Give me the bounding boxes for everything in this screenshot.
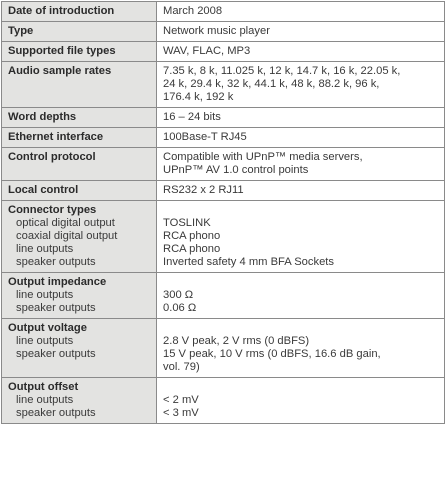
row-label: Word depths [2, 108, 157, 128]
sub-label: line outputs [16, 335, 74, 347]
row-label-group [2, 201, 157, 273]
row-value: WAV, FLAC, MP3 [157, 42, 445, 62]
table-row [2, 319, 445, 378]
sub-value: 0.06 Ω [163, 302, 197, 314]
sub-value: TOSLINK [163, 217, 211, 229]
sub-value: 2.8 V peak, 2 V rms (0 dBFS) [163, 335, 310, 347]
table-row [2, 378, 445, 424]
sub-label: speaker outputs [16, 407, 96, 419]
sub-label: speaker outputs [16, 256, 96, 268]
sub-label: line outputs [16, 243, 74, 255]
table-row [2, 108, 445, 128]
row-value [157, 201, 445, 273]
group-heading: Output impedance [8, 276, 107, 288]
row-label: Ethernet interface [2, 128, 157, 148]
sub-value: < 2 mV [163, 394, 199, 406]
group-heading: Connector types [8, 204, 97, 216]
row-label: Audio sample rates [2, 62, 157, 108]
table-row [2, 273, 445, 319]
row-value [157, 62, 445, 108]
sub-value: 300 Ω [163, 289, 194, 301]
value-line: 24 k, 29.4 k, 32 k, 44.1 k, 48 k, 88.2 k, 96 k, [163, 78, 380, 90]
value-line: 176.4 k, 192 k [163, 91, 234, 103]
row-value [157, 319, 445, 378]
sub-value: RCA phono [163, 230, 221, 242]
sub-value: vol. 79) [163, 361, 200, 373]
sub-value: 15 V peak, 10 V rms (0 dBFS, 16.6 dB gain, [163, 348, 381, 360]
group-heading: Output voltage [8, 322, 87, 334]
table-row [2, 201, 445, 273]
sub-value: Inverted safety 4 mm BFA Sockets [163, 256, 334, 268]
row-value: Network music player [157, 22, 445, 42]
row-value: 16 – 24 bits [157, 108, 445, 128]
sub-label: line outputs [16, 394, 74, 406]
table-row [2, 2, 445, 22]
row-label-group [2, 273, 157, 319]
sub-label: line outputs [16, 289, 74, 301]
row-value: RS232 x 2 RJ11 [157, 181, 445, 201]
table-row [2, 22, 445, 42]
row-label-group [2, 378, 157, 424]
specifications-table [1, 1, 445, 424]
sub-value: RCA phono [163, 243, 221, 255]
row-value [157, 148, 445, 181]
value-line: UPnP™ AV 1.0 control points [163, 164, 309, 176]
row-label: Local control [2, 181, 157, 201]
sub-label: optical digital output [16, 217, 115, 229]
row-label: Date of introduction [2, 2, 157, 22]
value-line: 7.35 k, 8 k, 11.025 k, 12 k, 14.7 k, 16 k, 22.05 k, [163, 65, 401, 77]
group-heading: Output offset [8, 381, 79, 393]
sub-label: speaker outputs [16, 348, 96, 360]
sub-value: < 3 mV [163, 407, 199, 419]
sub-label: speaker outputs [16, 302, 96, 314]
table-row [2, 148, 445, 181]
value-line: Compatible with UPnP™ media servers, [163, 151, 363, 163]
table-row [2, 181, 445, 201]
table-row [2, 128, 445, 148]
row-value [157, 378, 445, 424]
table-row [2, 62, 445, 108]
row-label-group [2, 319, 157, 378]
row-value: 100Base-T RJ45 [157, 128, 445, 148]
table-row [2, 42, 445, 62]
sub-label: coaxial digital output [16, 230, 118, 242]
row-value: March 2008 [157, 2, 445, 22]
row-value [157, 273, 445, 319]
row-label: Type [2, 22, 157, 42]
row-label: Supported file types [2, 42, 157, 62]
row-label: Control protocol [2, 148, 157, 181]
